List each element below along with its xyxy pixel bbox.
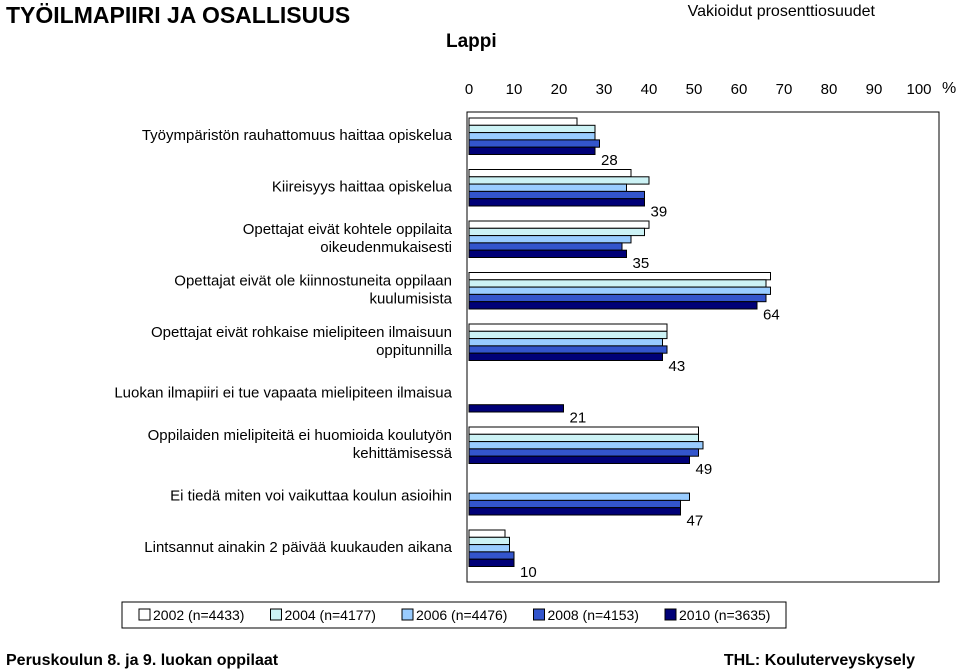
bar [469, 508, 681, 515]
bar [469, 353, 663, 360]
category-label: Luokan ilmapiiri ei tue vapaata mielipiteen ilmaisua [114, 384, 452, 402]
data-label: 49 [695, 461, 713, 479]
chart-subtitle: Vakioidut prosenttiosuudet [687, 3, 875, 20]
region-label: Lappi [446, 31, 497, 52]
bar [469, 177, 649, 184]
data-label: 10 [520, 564, 537, 582]
legend-swatch [665, 609, 676, 620]
legend-swatch [534, 609, 545, 620]
bar [469, 228, 645, 235]
bar [469, 405, 564, 412]
bar [469, 456, 690, 463]
bar [469, 133, 595, 140]
footer-source-right: THL: Kouluterveyskysely [723, 652, 915, 669]
data-label: 64 [763, 306, 780, 324]
legend-label: 2010 (n=3635) [679, 607, 771, 623]
x-tick-label: 100 [906, 81, 932, 98]
x-tick-label: 0 [464, 81, 474, 98]
bar [469, 294, 766, 301]
legend-label: 2006 (n=4476) [416, 607, 508, 623]
bar [469, 170, 631, 177]
value-labels [520, 152, 780, 581]
bar [469, 331, 667, 338]
category-label: Opettajat eivät kohtele oppilaita oikeudenmukaisesti [242, 221, 452, 256]
category-label: Opettajat eivät ole kiinnostuneita oppilaan kuulumisista [174, 272, 452, 308]
bar [469, 500, 681, 507]
x-tick-label: 90 [865, 81, 883, 98]
bar [469, 280, 766, 287]
bar [469, 118, 577, 125]
category-label: Opettajat eivät rohkaise mielipiteen ilmaisuun oppitunnilla [151, 324, 452, 359]
bar [469, 449, 699, 456]
category-labels [114, 127, 452, 556]
bar [469, 199, 645, 206]
bar [469, 221, 649, 228]
category-label: Ei tiedä miten voi vaikuttaa koulun asioihin [170, 487, 452, 505]
data-label: 35 [632, 255, 650, 273]
x-tick-label: 60 [730, 81, 748, 98]
category-label: Lintsannut ainakin 2 päivää kuukauden aikana [144, 539, 452, 556]
x-tick-label: 30 [595, 81, 613, 98]
bar [469, 236, 631, 243]
bar [469, 442, 703, 449]
bar [469, 537, 510, 544]
legend-label: 2004 (n=4177) [284, 607, 376, 623]
data-label: 28 [601, 152, 618, 170]
bar [469, 147, 595, 154]
x-tick-label: 70 [775, 81, 793, 98]
legend-swatch [402, 609, 413, 620]
x-tick-label: 10 [505, 81, 523, 98]
bar [469, 493, 690, 500]
data-label: 43 [668, 358, 686, 376]
category-label: Työympäristön rauhattomuus haittaa opiskelua [141, 127, 452, 144]
bar [469, 324, 667, 331]
x-tick-label: 40 [640, 81, 658, 98]
chart-title: TYÖILMAPIIRI JA OSALLISUUS [6, 2, 351, 28]
x-axis-unit: % [942, 80, 957, 97]
bar [469, 184, 627, 191]
bar [469, 346, 667, 353]
x-tick-label: 80 [820, 81, 838, 98]
bar [469, 339, 663, 346]
x-axis-ticks [465, 81, 932, 98]
footer-source-left: Peruskoulun 8. ja 9. luokan oppilaat [6, 652, 279, 669]
data-label: 39 [650, 203, 668, 221]
bar [469, 250, 627, 257]
bar [469, 434, 699, 441]
bar [469, 545, 510, 552]
bar [469, 302, 757, 309]
legend-swatch [139, 609, 150, 620]
bar [469, 427, 699, 434]
bar [469, 530, 505, 537]
data-label: 47 [686, 512, 704, 530]
legend-label: 2002 (n=4433) [153, 607, 245, 623]
category-label: Oppilaiden mielipiteitä ei huomioida koulutyön kehittämisessä [147, 427, 452, 462]
bar [469, 287, 771, 294]
data-label: 21 [569, 409, 587, 427]
bar [469, 273, 771, 280]
x-tick-label: 20 [550, 81, 568, 98]
bar [469, 125, 595, 132]
bar [469, 243, 622, 250]
x-tick-label: 50 [685, 81, 703, 98]
bar [469, 191, 645, 198]
bars [469, 118, 771, 567]
bar [469, 559, 514, 566]
bar [469, 552, 514, 559]
bar [469, 140, 600, 147]
legend-label: 2008 (n=4153) [547, 607, 639, 623]
category-label: Kiireisyys haittaa opiskelua [271, 178, 452, 196]
legend-swatch [271, 609, 282, 620]
